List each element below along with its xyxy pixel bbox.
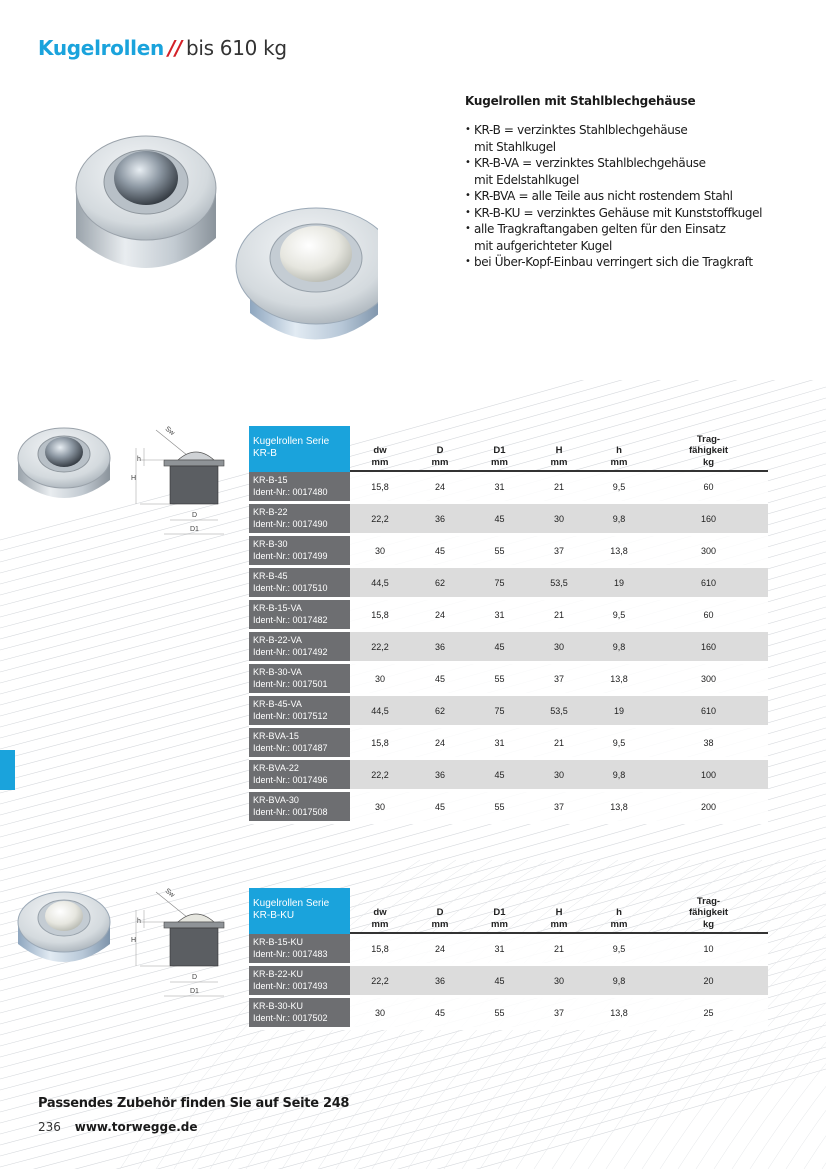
cell-load-capacity: 60	[649, 472, 768, 504]
product-description	[465, 94, 805, 271]
label-d: D	[192, 974, 198, 981]
cell-h: 13,8	[589, 536, 649, 568]
cell-load-capacity: 160	[649, 632, 768, 664]
accessory-reference-note: Passendes Zubehör finden Sie auf Seite 248	[38, 1096, 350, 1111]
col-unit: mm	[491, 456, 508, 468]
thumbnail-photo-kr-b	[14, 424, 114, 506]
cell-load-capacity: 10	[649, 934, 768, 966]
cell-dw: 15,8	[350, 728, 410, 760]
cell-load-capacity: 300	[649, 664, 768, 696]
cell-H: 37	[529, 536, 589, 568]
ident-number: Ident-Nr.: 0017499	[253, 550, 328, 561]
cell-dw: 44,5	[350, 696, 410, 728]
series-header-kr-b-ku	[249, 888, 350, 934]
cell-H: 21	[529, 728, 589, 760]
table-row	[249, 600, 768, 632]
cell-H: 21	[529, 600, 589, 632]
cell-dw: 22,2	[350, 760, 410, 792]
product-code: KR-B-15-VA	[253, 603, 302, 613]
col-h	[589, 426, 649, 472]
product-code: KR-B-22	[253, 507, 288, 517]
feature-item: • KR-B-VA = verzinktes Stahlblechgehäuse mit Edelstahlkugel	[465, 155, 805, 188]
product-code: KR-B-15	[253, 475, 288, 485]
col-name: Trag- fähigkeit	[688, 433, 729, 456]
col-unit: mm	[371, 918, 389, 930]
cell-D: 24	[410, 934, 470, 966]
cell-h: 9,5	[589, 934, 649, 966]
ident-number: Ident-Nr.: 0017502	[253, 1012, 328, 1023]
section-tab-marker	[0, 750, 15, 790]
col-name: D1	[493, 445, 506, 456]
cell-dw: 22,2	[350, 966, 410, 998]
page-number: 236	[38, 1120, 61, 1134]
cell-D: 24	[410, 472, 470, 504]
feature-item: • KR-B = verzinktes Stahlblechgehäuse mit Stahlkugel	[465, 122, 805, 155]
label-h-big: H	[131, 475, 137, 482]
cell-D: 45	[410, 664, 470, 696]
table-row	[249, 760, 768, 792]
cell-dw: 30	[350, 792, 410, 824]
table-row	[249, 536, 768, 568]
ident-number: Ident-Nr.: 0017487	[253, 742, 328, 753]
cell-h: 13,8	[589, 998, 649, 1030]
cell-D1: 55	[470, 998, 529, 1030]
cell-D: 24	[410, 600, 470, 632]
feature-list	[465, 122, 805, 271]
photo-unit-steel-ball	[76, 136, 216, 268]
cell-dw: 15,8	[350, 600, 410, 632]
label-d1: D1	[190, 526, 199, 533]
product-name-cell	[249, 504, 350, 536]
cell-H: 21	[529, 934, 589, 966]
cell-dw: 30	[350, 998, 410, 1030]
cell-D: 24	[410, 728, 470, 760]
ident-number: Ident-Nr.: 0017512	[253, 710, 328, 721]
cell-H: 30	[529, 632, 589, 664]
cell-load-capacity: 300	[649, 536, 768, 568]
product-name-cell	[249, 760, 350, 792]
cell-dw: 44,5	[350, 568, 410, 600]
cell-H: 30	[529, 504, 589, 536]
table-row	[249, 934, 768, 966]
ident-number: Ident-Nr.: 0017510	[253, 582, 328, 593]
col-name: D1	[493, 907, 506, 918]
cell-D1: 45	[470, 760, 529, 792]
col-dw	[350, 888, 410, 934]
table-header-row	[249, 426, 768, 472]
cell-h: 9,8	[589, 760, 649, 792]
col-name: dw	[373, 907, 387, 918]
ident-number: Ident-Nr.: 0017480	[253, 486, 328, 497]
cell-h: 19	[589, 568, 649, 600]
col-unit: mm	[550, 918, 568, 930]
label-h-small: h	[137, 456, 141, 463]
cell-D: 45	[410, 792, 470, 824]
cell-H: 30	[529, 760, 589, 792]
cell-h: 9,5	[589, 600, 649, 632]
table-row	[249, 966, 768, 998]
table-row	[249, 664, 768, 696]
cell-load-capacity: 160	[649, 504, 768, 536]
col-H	[529, 426, 589, 472]
cell-load-capacity: 200	[649, 792, 768, 824]
series-label: Kugelrollen Serie	[253, 898, 330, 909]
col-D	[410, 426, 470, 472]
spec-table-kr-b	[249, 426, 768, 824]
cell-D1: 31	[470, 600, 529, 632]
cell-D1: 45	[470, 632, 529, 664]
product-code: KR-B-15-KU	[253, 937, 304, 947]
ident-number: Ident-Nr.: 0017496	[253, 774, 328, 785]
table-row	[249, 472, 768, 504]
product-name-cell	[249, 632, 350, 664]
label-h-big: H	[131, 937, 137, 944]
label-sw: Sw	[163, 425, 176, 438]
cell-D1: 75	[470, 568, 529, 600]
col-D1	[470, 426, 529, 472]
product-code: KR-B-30-VA	[253, 667, 302, 677]
cell-H: 30	[529, 966, 589, 998]
product-name-cell	[249, 934, 350, 966]
cell-H: 37	[529, 664, 589, 696]
col-h	[589, 888, 649, 934]
col-unit: mm	[610, 456, 628, 468]
cell-D1: 75	[470, 696, 529, 728]
product-name-cell	[249, 696, 350, 728]
col-name: h	[616, 445, 622, 456]
cell-D: 36	[410, 760, 470, 792]
page-footer	[38, 1120, 198, 1134]
table-row	[249, 504, 768, 536]
ident-number: Ident-Nr.: 0017501	[253, 678, 328, 689]
col-name: Trag- fähigkeit	[688, 895, 729, 918]
col-name: H	[555, 907, 563, 918]
cell-h: 9,8	[589, 504, 649, 536]
series-label: Kugelrollen Serie	[253, 436, 330, 447]
col-H	[529, 888, 589, 934]
cell-D: 62	[410, 696, 470, 728]
cell-D: 62	[410, 568, 470, 600]
website-link[interactable]: www.torwegge.de	[74, 1120, 198, 1134]
product-name-cell	[249, 728, 350, 760]
col-unit: mm	[491, 918, 508, 930]
title-main: Kugelrollen	[38, 36, 164, 60]
product-photo-ball-transfer-units	[58, 108, 378, 348]
cell-load-capacity: 60	[649, 600, 768, 632]
col-D	[410, 888, 470, 934]
cell-D1: 31	[470, 934, 529, 966]
cell-D1: 55	[470, 536, 529, 568]
cell-h: 13,8	[589, 792, 649, 824]
series-header-kr-b	[249, 426, 350, 472]
title-subtitle: bis 610 kg	[185, 36, 287, 60]
col-name: H	[555, 445, 563, 456]
title-separator: //	[167, 36, 182, 60]
feature-item: • KR-B-KU = verzinktes Gehäuse mit Kunststoffkugel	[465, 205, 805, 222]
cell-dw: 22,2	[350, 504, 410, 536]
table-header-row	[249, 888, 768, 934]
col-unit: mm	[431, 456, 449, 468]
cell-D: 36	[410, 966, 470, 998]
spec-table-kr-b-ku	[249, 888, 768, 1030]
product-name-cell	[249, 536, 350, 568]
product-code: KR-B-45-VA	[253, 699, 302, 709]
col-name: D	[436, 445, 444, 456]
col-name: dw	[373, 445, 387, 456]
cell-h: 19	[589, 696, 649, 728]
label-d1: D1	[190, 988, 199, 995]
cell-D1: 31	[470, 472, 529, 504]
photo-unit-plastic-ball	[236, 208, 378, 340]
col-unit: kg	[702, 456, 715, 468]
table-row	[249, 728, 768, 760]
product-name-cell	[249, 966, 350, 998]
cell-D1: 55	[470, 664, 529, 696]
cell-D1: 31	[470, 728, 529, 760]
col-name: h	[616, 907, 622, 918]
background-line	[0, 1058, 826, 1169]
table-row	[249, 998, 768, 1030]
ident-number: Ident-Nr.: 0017483	[253, 948, 328, 959]
label-d: D	[192, 512, 198, 519]
col-unit: mm	[610, 918, 628, 930]
table-row	[249, 568, 768, 600]
cell-H: 37	[529, 792, 589, 824]
product-code: KR-BVA-22	[253, 763, 299, 773]
page-title	[38, 36, 287, 60]
product-code: KR-BVA-30	[253, 795, 299, 805]
cell-D: 36	[410, 504, 470, 536]
cell-H: 37	[529, 998, 589, 1030]
cell-load-capacity: 100	[649, 760, 768, 792]
product-code: KR-B-22-VA	[253, 635, 302, 645]
ident-number: Ident-Nr.: 0017493	[253, 980, 328, 991]
cell-dw: 15,8	[350, 934, 410, 966]
cell-h: 13,8	[589, 664, 649, 696]
col-unit: mm	[431, 918, 449, 930]
background-line	[804, 860, 826, 1169]
series-code: KR-B	[253, 448, 277, 459]
ident-number: Ident-Nr.: 0017508	[253, 806, 328, 817]
col-load-capacity	[649, 426, 768, 472]
cell-H: 53,5	[529, 568, 589, 600]
feature-item: • KR-BVA = alle Teile aus nicht rostendem Stahl	[465, 188, 805, 205]
cell-h: 9,8	[589, 966, 649, 998]
cell-load-capacity: 38	[649, 728, 768, 760]
table-row	[249, 696, 768, 728]
product-name-cell	[249, 664, 350, 696]
cell-H: 21	[529, 472, 589, 504]
product-code: KR-B-22-KU	[253, 969, 304, 979]
cell-dw: 15,8	[350, 472, 410, 504]
feature-item: • bei Über-Kopf-Einbau verringert sich die Tragkraft	[465, 254, 805, 271]
table-row	[249, 792, 768, 824]
ident-number: Ident-Nr.: 0017482	[253, 614, 328, 625]
product-name-cell	[249, 792, 350, 824]
technical-drawing-kr-b	[118, 418, 244, 540]
cell-dw: 30	[350, 536, 410, 568]
col-D1	[470, 888, 529, 934]
cell-h: 9,5	[589, 472, 649, 504]
cell-D1: 45	[470, 504, 529, 536]
col-name: D	[436, 907, 444, 918]
col-dw	[350, 426, 410, 472]
feature-item: • alle Tragkraftangaben gelten für den Einsatz mit aufgerichteter Kugel	[465, 221, 805, 254]
product-code: KR-B-30-KU	[253, 1001, 304, 1011]
product-code: KR-B-45	[253, 571, 288, 581]
table-row	[249, 632, 768, 664]
cell-D: 45	[410, 998, 470, 1030]
col-load-capacity	[649, 888, 768, 934]
background-line	[0, 1014, 826, 1169]
product-name-cell	[249, 600, 350, 632]
label-h-small: h	[137, 918, 141, 925]
col-unit: mm	[371, 456, 389, 468]
cell-D1: 55	[470, 792, 529, 824]
cell-load-capacity: 25	[649, 998, 768, 1030]
col-unit: mm	[550, 456, 568, 468]
cell-h: 9,5	[589, 728, 649, 760]
ident-number: Ident-Nr.: 0017492	[253, 646, 328, 657]
thumbnail-photo-kr-b-ku	[14, 888, 114, 970]
cell-h: 9,8	[589, 632, 649, 664]
cell-H: 53,5	[529, 696, 589, 728]
cell-dw: 30	[350, 664, 410, 696]
col-unit: kg	[702, 918, 715, 930]
product-name-cell	[249, 568, 350, 600]
cell-D: 36	[410, 632, 470, 664]
cell-load-capacity: 610	[649, 696, 768, 728]
technical-drawing-kr-b-ku	[118, 880, 244, 1002]
product-name-cell	[249, 998, 350, 1030]
cell-load-capacity: 20	[649, 966, 768, 998]
product-name-cell	[249, 472, 350, 504]
series-code: KR-B-KU	[253, 910, 295, 921]
label-sw: Sw	[163, 887, 176, 900]
cell-D1: 45	[470, 966, 529, 998]
product-code: KR-B-30	[253, 539, 288, 549]
cell-dw: 22,2	[350, 632, 410, 664]
description-heading: Kugelrollen mit Stahlblechgehäuse	[465, 94, 696, 108]
product-code: KR-BVA-15	[253, 731, 299, 741]
cell-D: 45	[410, 536, 470, 568]
cell-load-capacity: 610	[649, 568, 768, 600]
ident-number: Ident-Nr.: 0017490	[253, 518, 328, 529]
